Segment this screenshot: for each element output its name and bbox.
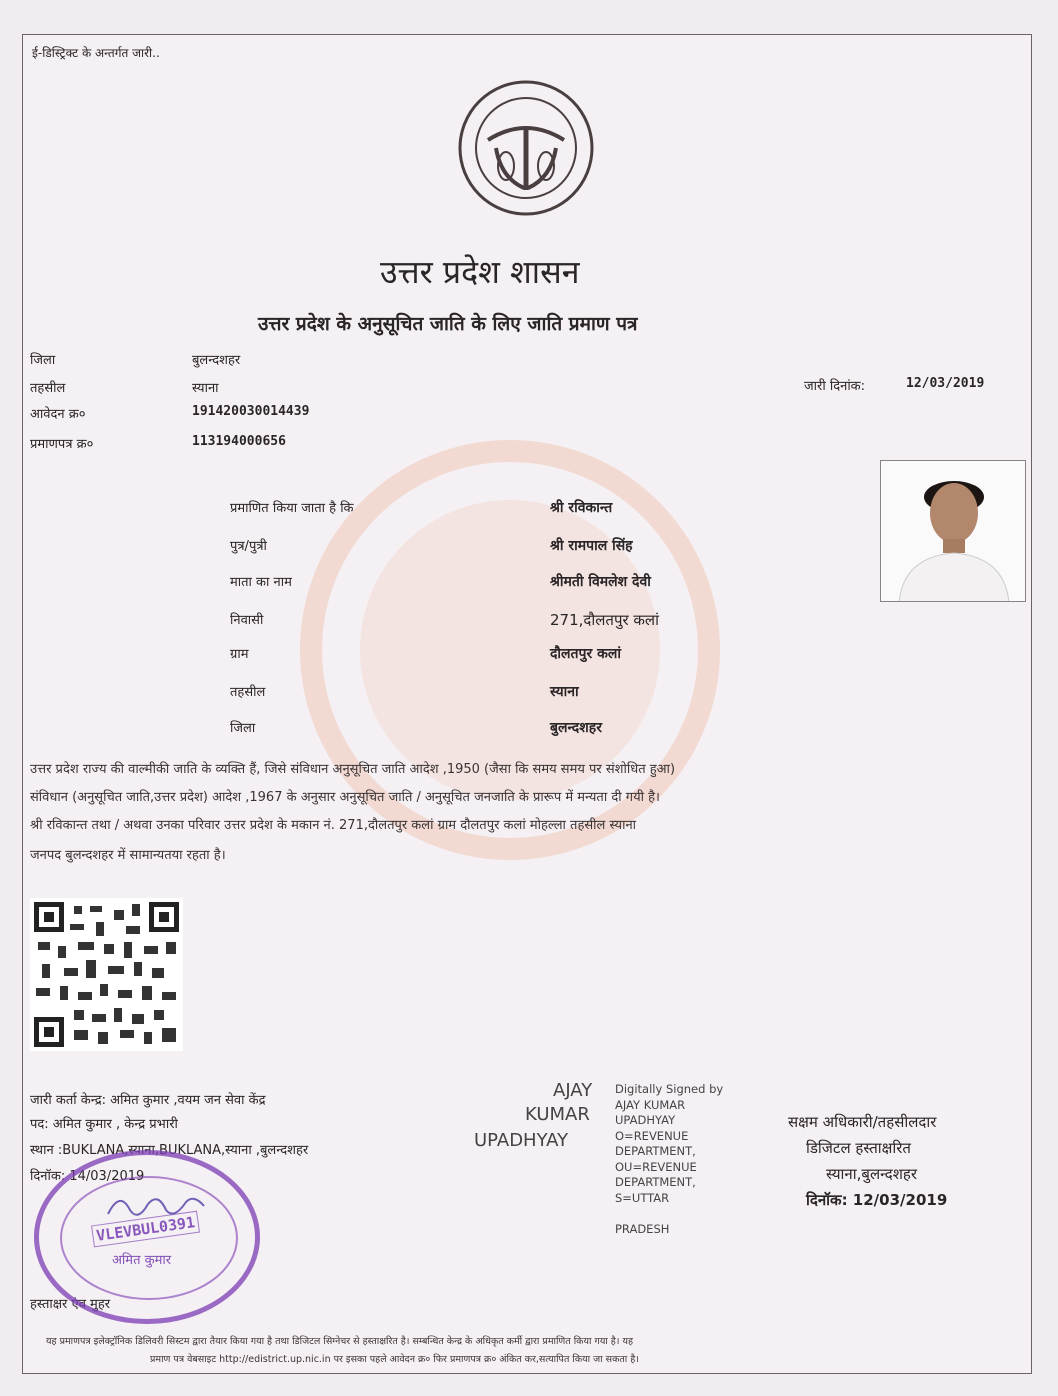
dsig-name-line2: KUMAR <box>525 1104 590 1125</box>
dsig-detail-4: O=REVENUE <box>615 1128 689 1143</box>
issue-date-value: 12/03/2019 <box>906 376 985 391</box>
dsig-name-line3: UPADHYAY <box>474 1130 569 1151</box>
application-number: 191420030014439 <box>192 404 310 419</box>
applicant-photo <box>880 460 1026 602</box>
seal-code: VLEVBUL0391 <box>91 1211 200 1248</box>
tehsil-label: तहसील <box>30 381 66 396</box>
issuer-sign-label: हस्ताक्षर एंव मुहर <box>30 1297 111 1312</box>
body-line-2: संविधान (अनुसूचित जाति,उत्तर प्रदेश) आदेश ,1967 के अनुसार अनुसूचित जाति / अनुसूचित जनजाति के प्रारूप में मन्यता दी गयी है। <box>30 790 660 805</box>
dsig-detail-7: DEPARTMENT, <box>615 1175 696 1189</box>
issuer-place: स्थान :BUKLANA,स्याना,BUKLANA,स्याना ,बुलन्दशहर <box>30 1143 309 1158</box>
district-value: बुलन्दशहर <box>192 353 241 368</box>
detail-label-tehsil: तहसील <box>230 685 266 700</box>
issue-date-label: जारी दिनांक: <box>804 379 866 394</box>
detail-label-son-of: पुत्र/पुत्री <box>230 539 267 554</box>
detail-label-district: जिला <box>230 721 256 736</box>
seal-name: अमित कुमार <box>112 1253 172 1268</box>
footer-line-2: प्रमाण पत्र वेबसाइट http://edistrict.up.nic.in पर इसका पहले आवेदन क्र० फिर प्रमाणपत्र क्र० अंकित कर,सत्यापित किया जा सकता है। <box>150 1354 639 1365</box>
certificate-title: उत्तर प्रदेश के अनुसूचित जाति के लिए जाति प्रमाण पत्र <box>258 313 638 335</box>
district-label: जिला <box>30 353 56 368</box>
footer-line-1: यह प्रमाणपत्र इलेक्ट्रॉनिक डिलिवरी सिस्टम द्वारा तैयार किया गया है तथा डिजिटल सिग्नेचर से हस्ताक्षरित है। सम्बन्धित केन्द्र के अधिकृत कर्मी द्वारा प्रमाणित किया गया है। यह <box>46 1336 634 1347</box>
detail-label-village: ग्राम <box>230 647 249 662</box>
detail-label-mother: माता का नाम <box>230 575 292 590</box>
certificate-no-label: प्रमाणपत्र क्र० <box>30 437 94 452</box>
detail-value-father: श्री रामपाल सिंह <box>550 538 633 554</box>
tehsil-value: स्याना <box>192 381 219 396</box>
certificate-number: 113194000656 <box>192 434 286 449</box>
dsig-detail-6: OU=REVENUE <box>615 1159 697 1174</box>
dsig-details <box>615 1082 723 1237</box>
detail-value-district: बुलन्दशहर <box>550 720 602 736</box>
body-line-3: श्री रविकान्त तथा / अथवा उनका परिवार उत्तर प्रदेश के मकान नं. 271,दौलतपुर कलां ग्राम दौलतपुर कलां मोहल्ला तहसील स्याना <box>30 818 637 833</box>
dsig-detail-2: AJAY KUMAR <box>615 1097 686 1112</box>
dsig-detail-8: S=UTTAR <box>615 1190 670 1205</box>
authority-line-4: दिनॉक: 12/03/2019 <box>806 1191 948 1209</box>
issuer-post: पद: अमित कुमार , केन्द्र प्रभारी <box>30 1117 178 1132</box>
issued-under-label: ई-डिस्ट्रिक्ट के अन्तर्गत जारी.. <box>32 46 160 60</box>
authority-line-3: स्याना,बुलन्दशहर <box>826 1165 918 1183</box>
government-title: उत्तर प्रदेश शासन <box>380 253 580 291</box>
authority-line-2: डिजिटल हस्ताक्षरित <box>806 1139 911 1157</box>
up-emblem-logo <box>456 78 596 218</box>
body-line-4: जनपद बुलन्दशहर में सामान्यतया रहता है। <box>30 848 226 863</box>
authority-line-1: सक्षम अधिकारी/तहसीलदार <box>788 1113 937 1131</box>
detail-label-certified: प्रमाणित किया जाता है कि <box>230 501 354 516</box>
detail-value-mother: श्रीमती विमलेश देवी <box>550 574 651 590</box>
dsig-name-line1: AJAY <box>553 1080 593 1101</box>
handwritten-signature <box>100 1186 210 1226</box>
dsig-detail-3: UPADHYAY <box>615 1113 676 1127</box>
body-line-1: उत्तर प्रदेश राज्य की वाल्मीकी जाति के व्यक्ति हैं, जिसे संविधान अनुसूचित जाति आदेश ,1950 (जैसा कि समय समय पर संशोधित हुआ) <box>30 762 676 777</box>
dsig-detail-1: Digitally Signed by <box>615 1082 724 1096</box>
detail-value-tehsil: स्याना <box>550 684 579 700</box>
qr-code <box>30 898 183 1051</box>
dsig-detail-gap <box>615 1206 723 1222</box>
detail-value-resident: 271,दौलतपुर कलां <box>550 611 659 629</box>
issuer-centre: जारी कर्ता केन्द्र: अमित कुमार ,वयम जन सेवा केंद्र <box>30 1093 266 1108</box>
detail-value-name: श्री रविकान्त <box>550 500 613 516</box>
detail-value-village: दौलतपुर कलां <box>550 646 621 662</box>
issuer-date: दिनॉक: 14/03/2019 <box>30 1169 145 1184</box>
dsig-detail-9: PRADESH <box>615 1221 670 1236</box>
detail-label-resident: निवासी <box>230 613 264 628</box>
application-label: आवेदन क्र० <box>30 407 86 422</box>
dsig-detail-5: DEPARTMENT, <box>615 1144 696 1158</box>
